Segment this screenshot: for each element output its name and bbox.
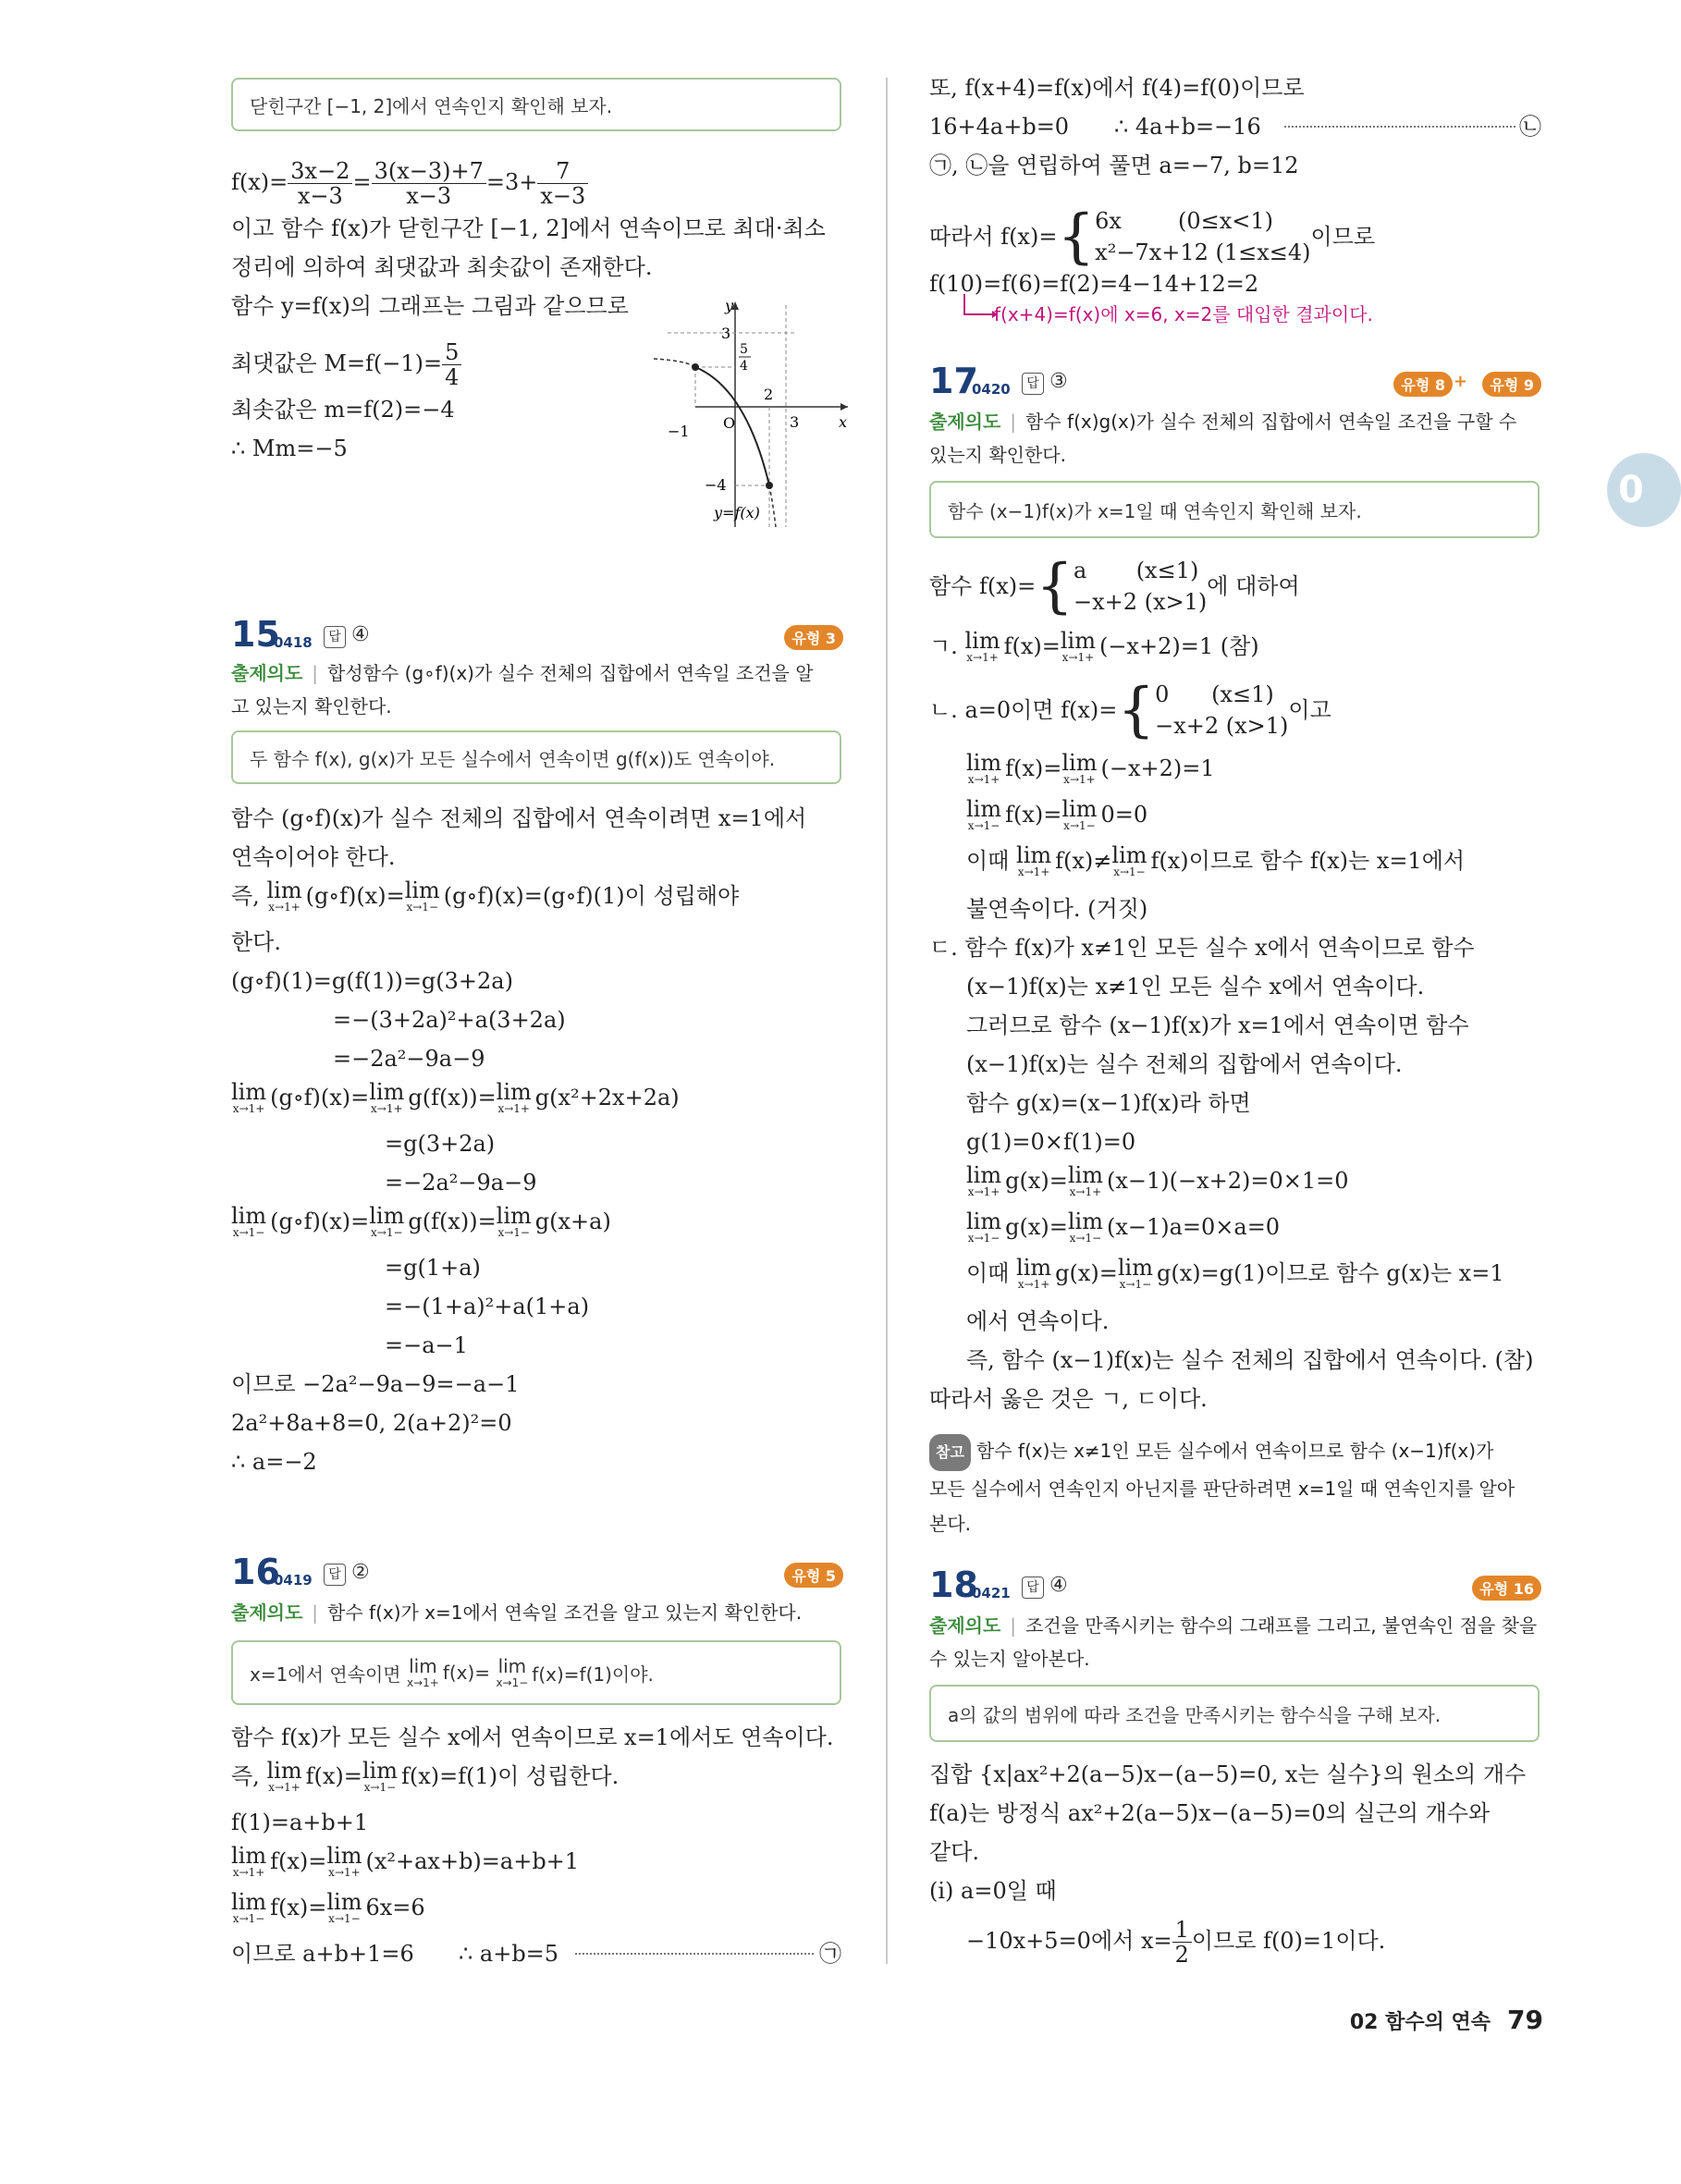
text-line: =g(1+a) xyxy=(385,1255,481,1281)
circled-marker: ㉠ xyxy=(819,1941,841,1967)
intent-block: 출제의도 | 합성함수 (g∘f)(x)가 실수 전체의 집합에서 연속일 조건을 알 고 있는지 확인한다. xyxy=(231,662,814,718)
problem-number: 16 xyxy=(231,1552,280,1592)
limit: lim x→1− xyxy=(496,1203,532,1239)
dotted-leader xyxy=(575,1953,814,1955)
note-arrow-icon xyxy=(961,294,998,325)
tick-label: 4 xyxy=(740,359,748,374)
text-line: =−(1+a)²+a(1+a) xyxy=(385,1294,590,1319)
problem-code: 0420 xyxy=(972,381,1011,398)
problem-header xyxy=(929,1566,1541,1613)
endpoint-dot xyxy=(692,363,699,371)
problem-code: 0421 xyxy=(972,1585,1011,1601)
text-line: 집합 {x|ax²+2(a−5)x−(a−5)=0, x는 실수}의 원소의 개수 xyxy=(929,1761,1527,1787)
limit: lim x→1− xyxy=(1061,796,1098,832)
page-footer xyxy=(1350,2005,1543,2035)
text-line: (x−1)f(x)는 실수 전체의 집합에서 연속이다. xyxy=(966,1051,1403,1077)
limit-line: lim x→1+ f(x)=lim x→1+ (−x+2)=1 xyxy=(966,750,1215,786)
intent-label: 출제의도 xyxy=(231,1601,303,1624)
piecewise-line: 함수 f(x)={ a (x≤1) −x+2 (x>1) 에 대하여 xyxy=(929,552,1300,620)
answer-icon: 답 xyxy=(324,626,346,648)
hint-box: 두 함수 f(x), g(x)가 모든 실수에서 연속이면 g(f(x))도 연속이야. xyxy=(231,730,841,784)
limit-line: 즉, lim x→1+ f(x)=lim x→1− f(x)=f(1)이 성립한다. xyxy=(231,1758,620,1794)
text-line: 연속이어야 한다. xyxy=(231,844,396,870)
type-badge: 유형 16 xyxy=(1472,1576,1541,1601)
intent-label: 출제의도 xyxy=(231,662,303,684)
limit: lim x→1+ xyxy=(1061,750,1098,786)
fraction: $\frac{5}{4}$ xyxy=(442,340,461,389)
answer: 답 ④ xyxy=(324,623,370,648)
origin-label: O xyxy=(723,414,736,432)
piecewise-line: ㄴ. a=0이면 f(x)={ 0 (x≤1) −x+2 (x>1) 이고 xyxy=(929,676,1331,744)
text-line: 정리에 의하여 최댓값과 최솟값이 존재한다. xyxy=(231,254,653,280)
limit: lim x→1− xyxy=(231,1889,267,1925)
tick-label: −4 xyxy=(705,476,727,494)
chapter-title: 02 함수의 연속 xyxy=(1349,2011,1491,2034)
limit: lim x→1− xyxy=(496,1655,529,1689)
limit: lim x→1− xyxy=(966,1209,1002,1245)
fraction: $\frac{3x-2}{x-3}$ xyxy=(288,159,352,208)
limit-line: lim x→1− f(x)=lim x→1− 6x=6 xyxy=(231,1889,425,1925)
text-line: ∴ a=−2 xyxy=(231,1449,317,1475)
limit: lim x→1+ xyxy=(266,877,302,914)
limit: lim x→1− xyxy=(231,1203,267,1239)
text-line: f(10)=f(6)=f(2)=4−14+12=2 xyxy=(929,271,1259,297)
tick-label: 5 xyxy=(740,342,748,357)
hint-box: a의 값의 범위에 따라 조건을 만족시키는 함수식을 구해 보자. xyxy=(929,1685,1540,1742)
text-line: 함수 f(x)가 모든 실수 x에서 연속이므로 x=1에서도 연속이다. xyxy=(231,1724,834,1750)
text-line: 2a²+8a+8=0, 2(a+2)²=0 xyxy=(231,1410,512,1436)
limit-line: 이때 lim x→1+ g(x)=lim x→1− g(x)=g(1)이므로 함수 g(x)는 x=1 xyxy=(966,1255,1504,1291)
limit: lim x→1+ xyxy=(1060,628,1096,664)
limit: lim x→1+ xyxy=(369,1079,405,1115)
fraction: $\frac{3(x-3)+7}{x-3}$ xyxy=(372,159,486,208)
tip-block: 참고 함수 f(x)는 x≠1인 모든 실수에서 연속이므로 함수 (x−1)f(x)가 모든 실수에서 연속인지 아닌지를 판단하려면 x=1일 때 연속인지를 알아 본다. xyxy=(929,1433,1515,1541)
text-line: 함수 (g∘f)(x)가 실수 전체의 집합에서 연속이려면 x=1에서 xyxy=(231,805,807,831)
answer: 답 ④ xyxy=(1022,1574,1068,1599)
curve-dashed-part xyxy=(769,485,776,527)
intent-label: 출제의도 xyxy=(929,1614,1001,1637)
text-line: 그러므로 함수 (x−1)f(x)가 x=1에서 연속이면 함수 xyxy=(966,1012,1469,1038)
fx-expression: f(x)= $\frac{3x-2}{x-3}$ = $\frac{3(x-3)+7}{x-3}$ =3+ $\frac{7}{x-3}$ xyxy=(231,159,588,208)
text-line: 불연속이다. (거짓) xyxy=(966,896,1148,922)
text-line: =g(3+2a) xyxy=(385,1131,496,1157)
type-badge: 유형 9 xyxy=(1482,372,1541,397)
limit: lim x→1+ xyxy=(231,1843,267,1879)
min-value-line: 최솟값은 m=f(2)=−4 xyxy=(231,397,455,423)
circled-marker: ㉡ xyxy=(1519,114,1541,140)
endpoint-dot xyxy=(766,482,773,489)
max-value-line: 최댓값은 M=f(−1)= $\frac{5}{4}$ xyxy=(231,340,461,389)
text-line: (i) a=0일 때 xyxy=(929,1878,1057,1904)
limit-line: 이때 lim x→1+ f(x)≠lim x→1− f(x)이므로 함수 f(x)는 x=1에서 xyxy=(966,842,1466,878)
text-line: =−a−1 xyxy=(385,1332,468,1358)
limit: lim x→1+ xyxy=(1016,842,1052,878)
text-line: 같다. xyxy=(929,1839,979,1865)
text-line: 함수 g(x)=(x−1)f(x)라 하면 xyxy=(966,1090,1251,1116)
fraction: $\frac{1}{2}$ xyxy=(1172,1918,1192,1967)
tick-label: 2 xyxy=(764,386,774,403)
page-number: 79 xyxy=(1507,2005,1543,2035)
problem-number: 18 xyxy=(929,1564,978,1605)
text-line: 따라서 옳은 것은 ㄱ, ㄷ이다. xyxy=(929,1386,1208,1412)
dotted-leader xyxy=(1284,126,1515,128)
function-graph xyxy=(649,296,853,536)
text-line: 한다. xyxy=(231,929,281,955)
text-line: ㄷ. 함수 f(x)가 x≠1인 모든 실수 x에서 연속이므로 함수 xyxy=(929,935,1475,961)
problem-code: 0418 xyxy=(274,634,313,651)
product-line: ∴ Mm=−5 xyxy=(231,436,348,461)
text-line: 에서 연속이다. xyxy=(966,1308,1110,1334)
limit: lim x→1+ xyxy=(266,1758,302,1794)
problem-header xyxy=(231,616,843,662)
limit: lim x→1+ xyxy=(496,1079,532,1115)
tick-label: 3 xyxy=(721,325,731,342)
limit: lim x→1+ xyxy=(1067,1162,1103,1198)
limit-line: lim x→1− f(x)=lim x→1− 0=0 xyxy=(966,796,1148,832)
limit: lim x→1− xyxy=(1067,1209,1103,1245)
curve-label: y=f(x) xyxy=(714,504,760,521)
intent-label: 출제의도 xyxy=(929,411,1001,433)
text-line: (g∘f)(1)=g(f(1))=g(3+2a) xyxy=(231,968,513,994)
text-line: 이고 함수 f(x)가 닫힌구간 [−1, 2]에서 연속이므로 최대·최소 xyxy=(231,215,826,241)
answer: 답 ② xyxy=(324,1561,370,1586)
text-line: f(a)는 방정식 ax²+2(a−5)x−(a−5)=0의 실근의 개수와 xyxy=(929,1800,1491,1826)
limit: lim x→1− xyxy=(404,877,440,914)
limit-line: lim x→1+ f(x)=lim x→1+ (x²+ax+b)=a+b+1 xyxy=(231,1843,580,1879)
text-line: f(1)=a+b+1 xyxy=(231,1810,369,1835)
limit: lim x→1+ xyxy=(964,628,1000,664)
text-line: 또, f(x+4)=f(x)에서 f(4)=f(0)이므로 xyxy=(929,75,1305,101)
problem-number: 17 xyxy=(929,361,978,401)
limit: lim x→1− xyxy=(966,796,1002,832)
limit-line: lim x→1+ (g∘f)(x)=lim x→1+ g(f(x))=lim x→1+ g(x²+2x+2a) xyxy=(231,1079,680,1115)
text-line: 함수 y=f(x)의 그래프는 그림과 같으므로 xyxy=(231,293,629,319)
column-divider xyxy=(886,78,888,1964)
limit-line: ㄱ. lim x→1+ f(x)=lim x→1+ (−x+2)=1 (참) xyxy=(929,628,1259,664)
limit: lim x→1− xyxy=(326,1889,362,1925)
limit-line: 즉, lim x→1+ (g∘f)(x)=lim x→1− (g∘f)(x)=(g∘f)(1)이 성립해야 xyxy=(231,877,740,914)
limit: lim x→1+ xyxy=(966,750,1002,786)
limit: lim x→1+ xyxy=(231,1079,267,1115)
limit: lim x→1+ xyxy=(326,1843,362,1879)
limit: lim x→1− xyxy=(369,1203,405,1239)
intent-block: 출제의도 | 함수 f(x)g(x)가 실수 전체의 집합에서 연속일 조건을 구할 수 있는지 확인한다. xyxy=(929,411,1517,466)
limit: lim x→1+ xyxy=(406,1655,439,1689)
limit: lim x→1+ xyxy=(1016,1255,1052,1291)
intent-block: 출제의도 | 조건을 만족시키는 함수의 그래프를 그리고, 불연속인 점을 찾을 수 있는지 알아본다. xyxy=(929,1614,1538,1670)
text-line: =−2a²−9a−9 xyxy=(385,1170,537,1196)
text-line: =−2a²−9a−9 xyxy=(333,1046,485,1072)
answer-icon: 답 xyxy=(1022,373,1044,395)
limit: lim x→1− xyxy=(1111,842,1147,878)
problem-header xyxy=(231,1553,843,1600)
text-line: (x−1)f(x)는 x≠1인 모든 실수 x에서 연속이다. xyxy=(966,974,1425,1000)
text-line: =−(3+2a)²+a(3+2a) xyxy=(333,1007,566,1033)
limit-line: lim x→1− (g∘f)(x)=lim x→1− g(f(x))=lim x→1− g(x+a) xyxy=(231,1203,611,1239)
text-line: 이므로 a+b+1=6 ∴ a+b=5 ㉠ xyxy=(231,1938,843,1969)
tip-label: 참고 xyxy=(929,1434,971,1471)
limit: lim x→1− xyxy=(362,1758,398,1794)
problem-header: 17 0420 답 ③ 유형 8 + 유형 9 xyxy=(929,362,1541,409)
text-line: g(1)=0×f(1)=0 xyxy=(966,1129,1136,1155)
chapter-side-tab: 0 xyxy=(1607,453,1681,527)
y-axis-label: y xyxy=(725,297,734,314)
x-axis-arrow xyxy=(840,403,848,411)
answer-icon: 답 xyxy=(1022,1577,1044,1599)
problem-code: 0419 xyxy=(274,1572,313,1589)
problem-number: 15 xyxy=(231,614,280,655)
type-badge: 유형 3 xyxy=(784,625,843,650)
limit-line: lim x→1− g(x)=lim x→1− (x−1)a=0×a=0 xyxy=(966,1209,1281,1245)
equation-line: −10x+5=0에서 x= $\frac{1}{2}$ 이므로 f(0)=1이다. xyxy=(966,1917,1386,1968)
text-line: 즉, 함수 (x−1)f(x)는 실수 전체의 집합에서 연속이다. (참) xyxy=(966,1347,1534,1373)
limit: lim x→1− xyxy=(1117,1255,1153,1291)
hint-box: 닫힌구간 [−1, 2]에서 연속인지 확인해 보자. xyxy=(231,78,841,131)
hint-box: 함수 (x−1)f(x)가 x=1일 때 연속인지 확인해 보자. xyxy=(929,481,1540,538)
answer-icon: 답 xyxy=(324,1564,346,1586)
annotation-note: f(x+4)=f(x)에 x=6, x=2를 대입한 결과이다. xyxy=(994,303,1373,325)
type-badge: 유형 5 xyxy=(784,1563,843,1588)
answer: 답 ③ xyxy=(1022,370,1068,395)
limit: lim x→1+ xyxy=(966,1162,1002,1198)
hint-box: x=1에서 연속이면 lim x→1+ f(x)= lim x→1− f(x)=f(1)이야. xyxy=(231,1640,841,1705)
limit-line: lim x→1+ g(x)=lim x→1+ (x−1)(−x+2)=0×1=0 xyxy=(966,1162,1349,1198)
text-line: 16+4a+b=0 ∴ 4a+b=−16 ㉡ xyxy=(929,111,1541,142)
tick-label: −1 xyxy=(668,423,690,440)
text-line: 이므로 −2a²−9a−9=−a−1 xyxy=(231,1371,520,1397)
text-line: ㉠, ㉡을 연립하여 풀면 a=−7, b=12 xyxy=(929,153,1299,178)
piecewise-line: 따라서 f(x)={ 6x (0≤x<1) x²−7x+12 (1≤x≤4) 이므로 xyxy=(929,202,1376,271)
type-badge: 유형 8 xyxy=(1393,372,1453,397)
fraction: $\frac{7}{x-3}$ xyxy=(537,159,588,208)
x-axis-label: x xyxy=(839,413,848,431)
intent-block: 출제의도 | 함수 f(x)가 x=1에서 연속일 조건을 알고 있는지 확인한다. xyxy=(231,1601,803,1624)
tick-label: 3 xyxy=(790,413,800,431)
curve-dashed-part xyxy=(654,359,695,367)
